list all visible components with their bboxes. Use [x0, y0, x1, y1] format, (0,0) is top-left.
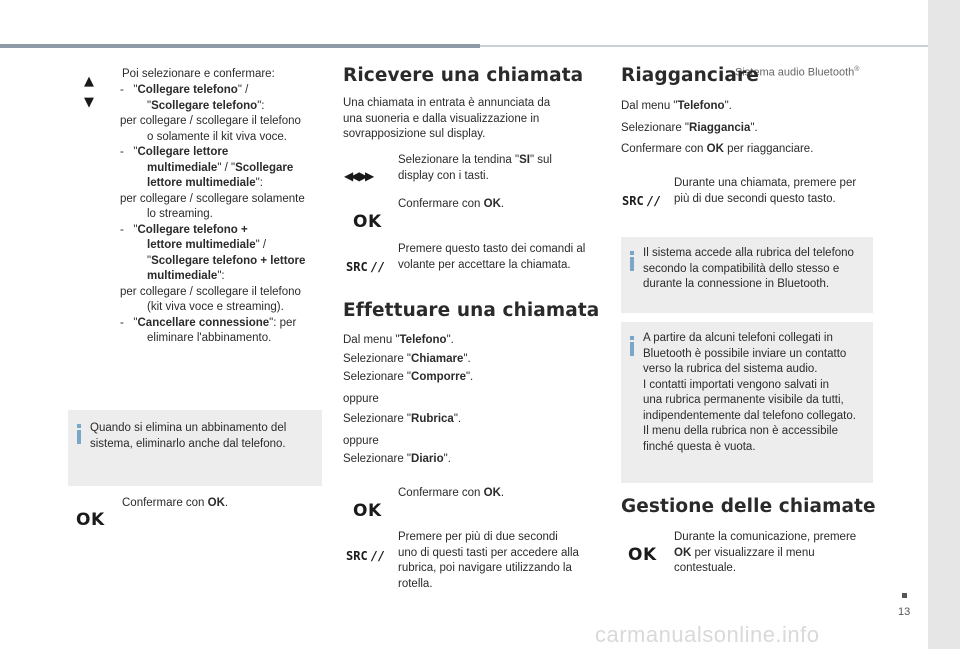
option-1-desc-b: o solamente il kit viva voce.: [147, 130, 287, 143]
src-button-icon: [346, 260, 385, 274]
receive-step-2: Confermare con OK.: [398, 198, 505, 210]
heading-hang-up: Riagganciare: [621, 65, 759, 86]
note1-a: Il sistema accede alla rubrica del telefono: [643, 247, 854, 259]
menu-bold: Telefono: [399, 334, 447, 346]
hang-conf-post: per riagganciare.: [723, 143, 814, 155]
make-step-confirm: Confermare con OK.: [398, 487, 505, 499]
src-button-icon: [346, 549, 385, 563]
step5-a: Premere per più di due secondi: [398, 531, 558, 543]
arrow-up-icon: ▲: [84, 74, 94, 89]
menu-pre: Dal menu ": [343, 334, 400, 346]
sel-pre-4: Selezionare ": [343, 453, 412, 465]
arrow-down-icon: ▼: [84, 95, 94, 110]
menu-line: Dal menu "Telefono".: [343, 334, 454, 346]
option-3-desc: per collegare / scollegare il telefono: [120, 285, 301, 298]
option-3-a2: lettore multimediale: [147, 239, 256, 251]
option-1b: "Scollegare telefono":: [147, 99, 265, 112]
sel-pre-1: Selezionare ": [343, 352, 412, 365]
heading-make-call: Effettuare una chiamata: [343, 300, 600, 321]
option-3-line2: lettore multimediale" /: [147, 239, 267, 251]
receive-intro: [343, 96, 583, 143]
make-call-steps: [343, 333, 583, 468]
step1-b: display con i tasti.: [398, 169, 489, 182]
sel-3: Rubrica: [411, 413, 454, 425]
option-2-a1: Collegare lettore: [137, 146, 229, 158]
hang-conf-pre: Confermare con: [621, 143, 707, 155]
ok-button-icon: OK: [353, 501, 382, 521]
src-button-icon: [622, 194, 661, 208]
page-marker: [902, 593, 907, 598]
step5-b: uno di questi tasti per accedere alla: [398, 546, 579, 559]
right-arrows-icon: ▶▶: [358, 169, 372, 183]
src-label: SRC: [622, 194, 644, 208]
receive-intro-a: Una chiamata in entrata è annunciata da: [343, 97, 551, 109]
receive-step-3: [398, 242, 598, 273]
page-sidebar: [928, 0, 960, 649]
src-slash: //: [646, 194, 662, 208]
step1-pre: Selezionare la tendina ": [398, 154, 520, 166]
step5-c: rubrica, poi navigare utilizzando la: [398, 562, 572, 574]
option-4-desc-a: : per: [273, 316, 297, 329]
option-4-label: Cancellare connessione: [137, 316, 270, 329]
sel-4: Diario: [411, 453, 444, 465]
note2-h: finché questa è vuota.: [643, 440, 756, 453]
header-rule: [0, 44, 480, 48]
hang-sel-pre: Selezionare ": [621, 121, 690, 134]
option-3-line3: "Scollegare telefono + lettore: [147, 254, 306, 267]
hang-menu-pre: Dal menu ": [621, 100, 678, 112]
step4-pre: Confermare con: [398, 487, 484, 499]
note2-a: A partire da alcuni telefoni collegati in: [643, 332, 833, 344]
call-management-step: [674, 530, 874, 577]
src-label: SRC: [346, 260, 368, 274]
note1-b: secondo la compatibilità dello stesso e: [643, 262, 840, 275]
heading-call-management: Gestione delle chiamate: [621, 496, 876, 517]
step1-bold: SI: [519, 154, 530, 166]
step2-pre: Confermare con: [398, 198, 484, 210]
hang-menu-line: Dal menu "Telefono".: [621, 100, 732, 112]
confirm-line: Confermare con OK.: [122, 497, 229, 509]
confirm-ok: OK: [207, 497, 225, 509]
option-1-desc: per collegare / scollegare il telefono: [120, 115, 301, 127]
option-list: [120, 83, 330, 347]
heading-receive-call: Ricevere una chiamata: [343, 65, 584, 86]
option-4: - "Cancellare connessione": per: [120, 316, 297, 329]
option-1-b: Scollegare telefono: [151, 99, 258, 112]
option-2-b1: Scollegare: [235, 161, 294, 174]
note2-text: [643, 331, 871, 455]
receive-intro-b: una suoneria e dalla visualizzazione in: [343, 112, 540, 125]
hang-confirm-line: [621, 142, 881, 158]
make-step-phonebook: [398, 530, 598, 592]
select-4: Selezionare "Diario".: [343, 453, 451, 465]
confirm-text: Confermare con: [122, 497, 208, 509]
sel-pre-2: Selezionare ": [343, 371, 412, 383]
select-1: Selezionare "Chiamare".: [343, 352, 471, 365]
hang-sel-bold: Riaggancia: [689, 121, 751, 134]
info-icon: [630, 251, 634, 273]
option-4-desc-b: eliminare l'abbinamento.: [147, 332, 272, 344]
hang-r1-a: Durante una chiamata, premere per: [674, 177, 857, 189]
option-3-desc-b: (kit viva voce e streaming).: [147, 301, 284, 313]
left-arrows-icon: ◀◀: [344, 169, 357, 183]
step1-post: " sul: [529, 154, 552, 166]
hang-up-long-press: [674, 176, 874, 207]
option-3-b1: Scollegare telefono + lettore: [151, 254, 306, 267]
select-3: Selezionare "Rubrica".: [343, 413, 462, 425]
ok-button-icon: OK: [628, 545, 657, 565]
hang-r1-b: più di due secondi questo tasto.: [674, 192, 836, 205]
option-3-line4: multimediale":: [147, 270, 225, 282]
hang-select-line: Selezionare "Riaggancia".: [621, 121, 758, 134]
section-title-text: Sistema audio Bluetooth: [735, 66, 855, 79]
note-box-contacts: [621, 322, 873, 483]
option-1-a: Collegare telefono: [137, 84, 238, 96]
option-2-desc-b: lo streaming.: [147, 208, 213, 220]
note2-d: I contatti importati vengono salvati in: [643, 378, 830, 391]
option-3: - "Collegare telefono +: [120, 223, 248, 236]
sel-2: Comporre: [411, 371, 466, 383]
note1-c: durante la connessione in Bluetooth.: [643, 278, 830, 290]
info-icon: [77, 424, 81, 446]
select-2: Selezionare "Comporre".: [343, 371, 474, 383]
cm-a: Durante la comunicazione, premere: [674, 531, 857, 543]
option-2-line2: multimediale" / "Scollegare: [147, 161, 294, 174]
sel-1: Chiamare: [411, 352, 464, 365]
info-icon: [630, 336, 634, 358]
note2-f: indipendentemente dal telefono collegato.: [643, 409, 856, 422]
cm-b-bold: OK: [674, 546, 692, 559]
connection-options: [122, 67, 327, 83]
option-2-line3: lettore multimediale":: [147, 177, 263, 189]
step3-b: volante per accettare la chiamata.: [398, 258, 571, 271]
note1-text: [643, 246, 871, 293]
receive-intro-c: sovrapposizione sul display.: [343, 128, 486, 140]
oppure-1: oppure: [343, 392, 379, 405]
note-line-a: Quando si elimina un abbinamento del: [90, 422, 287, 434]
note2-c: verso la rubrica del sistema audio.: [643, 363, 818, 375]
option-3-a1: Collegare telefono +: [137, 223, 248, 236]
option-2-desc: per collegare / scollegare solamente: [120, 192, 305, 205]
option-2-b2: lettore multimediale: [147, 177, 256, 189]
registered-mark: ®: [854, 66, 860, 73]
page-number: 13: [898, 606, 911, 618]
oppure-2: oppure: [343, 434, 379, 447]
step3-a: Premere questo tasto dei comandi al: [398, 243, 586, 255]
sel-pre-3: Selezionare ": [343, 413, 412, 425]
arrow-left-right-icon: [344, 169, 371, 183]
src-label: SRC: [346, 549, 368, 563]
receive-step-1: [398, 153, 598, 184]
option-3-b2: multimediale: [147, 270, 218, 282]
note-line-b: sistema, eliminarlo anche dal telefono.: [90, 437, 286, 450]
note-box-delete: [68, 410, 322, 486]
note2-g: Il menu della rubrica non è accessibile: [643, 425, 838, 437]
src-slash: //: [370, 549, 386, 563]
hang-up-steps: [621, 99, 881, 158]
step5-d: rotella.: [398, 577, 433, 590]
ok-button-icon: OK: [76, 510, 105, 530]
step4-bold: OK: [483, 487, 501, 499]
cm-b-post: per visualizzare il menu: [691, 546, 815, 559]
hang-conf-bold: OK: [706, 143, 724, 155]
option-2-a2: multimediale: [147, 161, 218, 174]
note2-b: Bluetooth è possibile inviare un contatto: [643, 347, 847, 360]
cm-c: contestuale.: [674, 562, 737, 574]
ok-button-icon: OK: [353, 212, 382, 232]
step2-bold: OK: [483, 198, 501, 210]
note2-e: una rubrica permanente visibile da tutti,: [643, 394, 844, 406]
note-text: [90, 421, 318, 452]
src-slash: //: [370, 260, 386, 274]
cm-b: [674, 546, 874, 562]
option-2: - "Collegare lettore: [120, 146, 229, 158]
note-box-phonebook: [621, 237, 873, 313]
instruction-line: Poi selezionare e confermare:: [122, 68, 275, 80]
option-1: - "Collegare telefono" /: [120, 84, 249, 96]
watermark: carmanualsonline.info: [595, 622, 820, 647]
hang-menu-bold: Telefono: [677, 100, 725, 112]
header-rule-light: [480, 45, 928, 47]
